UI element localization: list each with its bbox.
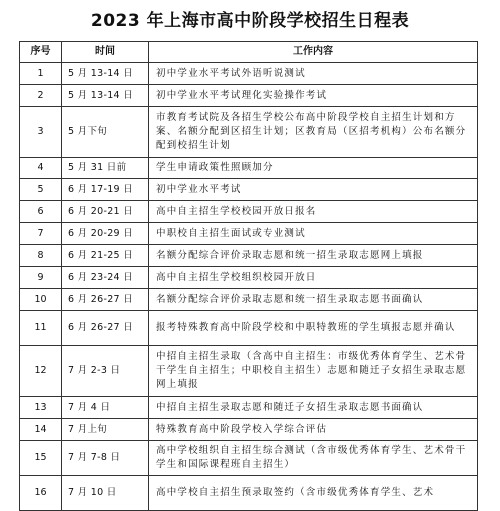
cell-content: 特殊教育高中阶段学校入学综合评估 — [149, 419, 478, 441]
cell-content: 中招自主招生录取（含高中自主招生：市级优秀体育学生、艺术骨干学生自主招生；中职校自主招生）志愿和随迁子女招生录取志愿网上填报 — [149, 346, 478, 397]
table-row — [20, 158, 478, 179]
cell-content: 初中学业水平考试 — [149, 179, 478, 201]
table-row — [20, 441, 478, 476]
cell-no: 3 — [20, 107, 62, 158]
cell-content: 学生申请政策性照顾加分 — [149, 158, 478, 179]
cell-time: 5 月 31 日前 — [62, 158, 149, 179]
cell-content: 名额分配综合评价录取志愿和统一招生录取志愿网上填报 — [149, 245, 478, 267]
table-row — [20, 63, 478, 85]
cell-content: 高中学校自主招生预录取签约（含市级优秀体育学生、艺术 — [149, 476, 478, 511]
cell-no: 14 — [20, 419, 62, 441]
cell-no: 11 — [20, 311, 62, 346]
cell-no: 2 — [20, 85, 62, 107]
cell-no: 12 — [20, 346, 62, 397]
cell-no: 9 — [20, 267, 62, 289]
table-row — [20, 397, 478, 419]
cell-time: 7 月 10 日 — [62, 476, 149, 511]
cell-content: 市教育考试院及各招生学校公布高中阶段学校自主招生计划和方案、名额分配到区招生计划；区教育局（区招考机构）公布名额分配到校招生计划 — [149, 107, 478, 158]
cell-content: 中招自主招生录取志愿和随迁子女招生录取志愿书面确认 — [149, 397, 478, 419]
table-row — [20, 223, 478, 245]
cell-content: 初中学业水平考试理化实验操作考试 — [149, 85, 478, 107]
cell-content: 高中学校组织自主招生综合测试（含市级优秀体育学生、艺术骨干学生和国际课程班自主招生） — [149, 441, 478, 476]
cell-time: 7 月 2-3 日 — [62, 346, 149, 397]
cell-time: 5 月下旬 — [62, 107, 149, 158]
table-row — [20, 245, 478, 267]
cell-content: 初中学业水平考试外语听说测试 — [149, 63, 478, 85]
cell-content: 中职校自主招生面试或专业测试 — [149, 223, 478, 245]
table-row — [20, 107, 478, 158]
cell-time: 5 月 13-14 日 — [62, 85, 149, 107]
cell-content: 名额分配综合评价录取志愿和统一招生录取志愿书面确认 — [149, 289, 478, 311]
header-no: 序号 — [20, 42, 62, 63]
table-row — [20, 346, 478, 397]
table-row — [20, 289, 478, 311]
table-row — [20, 85, 478, 107]
cell-content: 高中自主招生学校校园开放日报名 — [149, 201, 478, 223]
cell-no: 1 — [20, 63, 62, 85]
cell-no: 13 — [20, 397, 62, 419]
header-content: 工作内容 — [149, 42, 478, 63]
table-row — [20, 201, 478, 223]
table-row — [20, 267, 478, 289]
cell-time: 6 月 17-19 日 — [62, 179, 149, 201]
cell-content: 报考特殊教育高中阶段学校和中职特教班的学生填报志愿并确认 — [149, 311, 478, 346]
cell-time: 6 月 21-25 日 — [62, 245, 149, 267]
cell-time: 5 月 13-14 日 — [62, 63, 149, 85]
cell-time: 6 月 23-24 日 — [62, 267, 149, 289]
cell-no: 7 — [20, 223, 62, 245]
table-header-row — [20, 42, 478, 63]
cell-no: 16 — [20, 476, 62, 511]
schedule-table — [19, 41, 478, 511]
cell-no: 4 — [20, 158, 62, 179]
cell-no: 5 — [20, 179, 62, 201]
table-row — [20, 476, 478, 511]
cell-time: 7 月 7-8 日 — [62, 441, 149, 476]
cell-no: 10 — [20, 289, 62, 311]
cell-no: 6 — [20, 201, 62, 223]
page-title: 2023 年上海市高中阶段学校招生日程表 — [90, 11, 410, 31]
cell-no: 15 — [20, 441, 62, 476]
table-row — [20, 311, 478, 346]
cell-time: 6 月 20-21 日 — [62, 201, 149, 223]
cell-no: 8 — [20, 245, 62, 267]
cell-time: 7 月 4 日 — [62, 397, 149, 419]
header-time: 时间 — [62, 42, 149, 63]
table-row — [20, 179, 478, 201]
cell-time: 7 月上旬 — [62, 419, 149, 441]
cell-time: 6 月 26-27 日 — [62, 311, 149, 346]
table-row — [20, 419, 478, 441]
cell-content: 高中自主招生学校组织校园开放日 — [149, 267, 478, 289]
cell-time: 6 月 26-27 日 — [62, 289, 149, 311]
cell-time: 6 月 20-29 日 — [62, 223, 149, 245]
